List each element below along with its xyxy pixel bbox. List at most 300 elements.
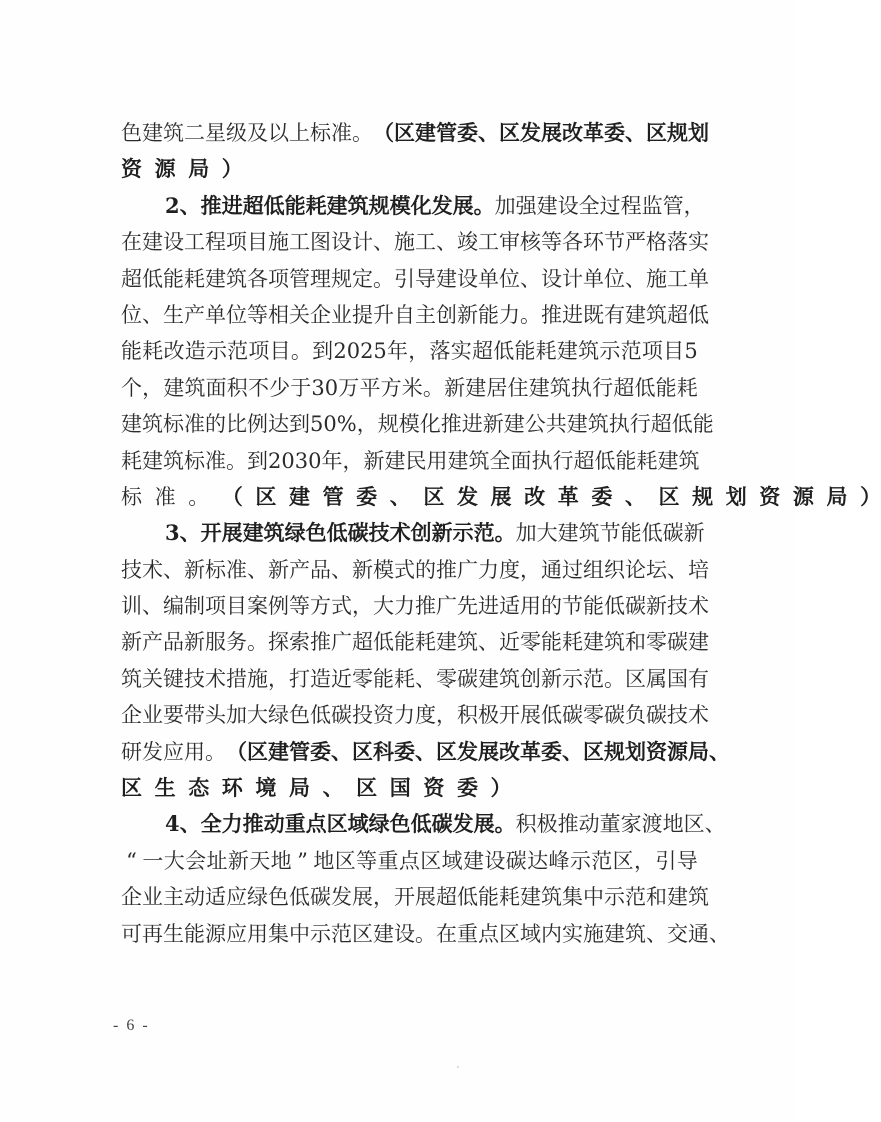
body-text: 交 (667, 921, 688, 946)
body-text: 相 (268, 302, 289, 327)
text-line (121, 624, 709, 660)
bold-text: 资 (121, 156, 142, 182)
body-text: 国 (667, 666, 688, 691)
body-text: 。 (520, 302, 541, 327)
body-text: 的 (541, 594, 562, 619)
body-text: 。 (226, 448, 247, 473)
body-text: 行 (552, 448, 574, 473)
body-text: 零 (436, 666, 457, 691)
body-text: 能 (163, 266, 184, 291)
body-text: 超 (436, 885, 457, 910)
body-text: 重 (377, 848, 399, 873)
bold-text: 4 (165, 811, 180, 837)
body-text: 低 (373, 630, 394, 655)
body-text: 企 (310, 302, 331, 327)
bold-text: 、 (415, 738, 436, 764)
body-text: 碳 (562, 703, 583, 728)
body-text: 、 (625, 266, 646, 291)
body-text: 新 (352, 557, 373, 582)
body-text: 力 (394, 594, 415, 619)
body-text: 和 (646, 885, 667, 910)
text-line (121, 297, 709, 333)
bold-text: 新 (431, 520, 453, 546)
body-text: 设 (331, 230, 352, 255)
body-text: 推 (310, 630, 331, 655)
bold-text: 。 (494, 811, 516, 837)
body-text: 开 (499, 703, 520, 728)
bold-text: 委 (456, 775, 478, 801)
bold-text: 委 (541, 738, 562, 764)
body-text: 工 (415, 230, 436, 255)
body-text: 能 (184, 921, 205, 946)
bold-text: 区 (423, 483, 445, 509)
body-text: 绿 (247, 885, 268, 910)
bold-text: 资 (423, 775, 445, 801)
body-text: 造 (184, 339, 206, 364)
body-text: 大 (163, 848, 185, 873)
body-text: 米 (401, 375, 423, 400)
body-text: 工 (667, 266, 688, 291)
body-text: 先 (457, 594, 478, 619)
body-text: 管 (662, 193, 684, 218)
text-line (121, 734, 730, 770)
body-text: 范 (625, 885, 646, 910)
bold-text: 开 (200, 520, 222, 546)
body-text: 能 (478, 885, 499, 910)
body-text: 范 (620, 339, 642, 364)
bold-text: 发 (452, 811, 474, 837)
body-text: 执 (571, 375, 593, 400)
body-text: 计 (352, 230, 373, 255)
body-text: 。 (205, 739, 226, 764)
body-text: 建 (142, 448, 163, 473)
body-text: 术 (205, 666, 226, 691)
bold-text: 绿 (284, 520, 306, 546)
body-text: 规 (331, 266, 352, 291)
bold-text: 科 (373, 738, 394, 764)
body-text: 筑 (678, 448, 700, 473)
body-text: 竣 (457, 230, 478, 255)
body-text: 碳 (310, 885, 331, 910)
bold-text: 区 (583, 738, 604, 764)
body-text: 低 (289, 885, 310, 910)
body-text: 应 (226, 921, 247, 946)
body-text: 绿 (268, 703, 289, 728)
bold-text: 3 (165, 520, 180, 546)
body-text: 设 (557, 193, 579, 218)
body-text: 建 (463, 848, 484, 873)
body-text: 建 (566, 412, 588, 437)
bold-text: 资 (646, 738, 667, 764)
body-text: 位 (121, 302, 142, 327)
body-text: 超 (352, 630, 373, 655)
body-text: 业 (142, 703, 163, 728)
body-text: 各 (247, 266, 268, 291)
body-text: 力 (499, 302, 520, 327)
bold-text: 革 (520, 738, 541, 764)
body-text: 计 (562, 266, 583, 291)
bold-text: 区 (255, 483, 277, 509)
bold-text: 低 (263, 192, 285, 218)
body-text: 新 (444, 375, 466, 400)
body-text: 新 (646, 594, 667, 619)
body-text: 面 (205, 375, 227, 400)
body-text: 地 (662, 812, 684, 837)
bold-text: 、 (625, 120, 646, 145)
body-text: 用 (520, 594, 541, 619)
body-text: 。 (352, 121, 373, 145)
body-text: 耗 (415, 630, 436, 655)
body-text: 大 (247, 703, 268, 728)
body-text: 示 (599, 339, 621, 364)
body-text: 工 (184, 230, 205, 255)
bold-text: 、 (562, 738, 583, 764)
body-text: 低 (493, 339, 515, 364)
body-text: 范 (583, 666, 604, 691)
body-text: 建 (163, 375, 185, 400)
body-text: ” (297, 848, 308, 873)
bold-text: 力 (221, 811, 243, 837)
text-line (121, 224, 709, 260)
text-line (121, 406, 714, 442)
body-text: 能 (655, 375, 677, 400)
body-text: 务 (226, 630, 247, 655)
bold-text: 展 (452, 192, 474, 218)
body-text: 建 (436, 266, 457, 291)
body-text: 建 (142, 230, 163, 255)
body-text: 执 (531, 448, 553, 473)
body-text: 大 (373, 594, 394, 619)
body-text: 万 (338, 375, 360, 400)
body-text: 节 (599, 521, 621, 546)
bold-text: 委 (457, 120, 478, 145)
body-text: 升 (373, 302, 394, 327)
body-text: 施 (268, 230, 289, 255)
bold-text: 、 (179, 811, 201, 837)
bold-text: 区 (436, 738, 457, 764)
body-text: 超 (573, 448, 595, 473)
bold-text: 低 (410, 811, 432, 837)
body-text: 生 (163, 302, 184, 327)
body-text: 耗 (676, 375, 698, 400)
body-text: 等 (541, 230, 562, 255)
body-text: 进 (478, 594, 499, 619)
bold-text: 、 (179, 192, 201, 218)
bold-text: 、 (179, 520, 201, 546)
body-text: 建 (436, 630, 457, 655)
body-text: 新 (184, 557, 205, 582)
text-line (121, 879, 709, 915)
body-text: 筑 (163, 121, 184, 145)
body-text: 近 (331, 666, 352, 691)
body-text: 能 (615, 448, 637, 473)
bold-text: 划 (688, 120, 709, 145)
bold-text: 规 (667, 120, 688, 145)
body-text: 能 (514, 339, 536, 364)
body-text: 平 (359, 375, 381, 400)
body-text: 企 (121, 885, 142, 910)
body-text: 实 (688, 230, 709, 255)
bold-text: 发 (431, 192, 453, 218)
body-text: 管 (289, 266, 310, 291)
body-text: 准 (226, 557, 247, 582)
body-text: 技 (667, 594, 688, 619)
body-text: 建 (557, 521, 579, 546)
body-text: 、 (520, 266, 541, 291)
body-text: 建 (205, 266, 226, 291)
body-text: 项 (268, 266, 289, 291)
body-text: 低 (634, 375, 656, 400)
body-text: 筑 (121, 666, 142, 691)
body-text: 设 (394, 921, 415, 946)
body-text: 集 (268, 921, 289, 946)
body-text: 2030 (268, 448, 322, 473)
body-text: 重 (457, 921, 478, 946)
body-text: 、 (247, 557, 268, 582)
bold-text: 筑 (347, 192, 369, 218)
body-text: 筑 (578, 339, 600, 364)
body-text: 格 (646, 230, 667, 255)
bold-text: 、 (331, 738, 352, 764)
body-text: 2025 (333, 339, 387, 364)
body-text: 施 (583, 921, 604, 946)
bold-text: 源 (792, 483, 814, 509)
body-text: 碳 (457, 666, 478, 691)
body-text: 点 (398, 848, 420, 873)
body-text: 推 (415, 594, 436, 619)
body-text: 星 (205, 121, 226, 145)
body-text: 产 (184, 302, 205, 327)
body-text: 措 (226, 666, 247, 691)
body-text: 目 (663, 339, 685, 364)
body-text: 术 (142, 557, 163, 582)
bold-text: 划 (725, 483, 747, 509)
body-text: 应 (163, 739, 184, 764)
body-text: 技 (121, 557, 142, 582)
body-text: 超 (613, 375, 635, 400)
body-text: 30 (311, 375, 339, 400)
bold-text: 局 (188, 156, 210, 182)
body-text: 再 (142, 921, 163, 946)
body-text: 范 (591, 848, 613, 873)
body-text: 区 (625, 666, 646, 691)
body-text: 标 (310, 121, 331, 145)
bold-text: 委 (604, 120, 625, 145)
body-text: 碳 (505, 848, 527, 873)
bold-text: 耗 (305, 192, 327, 218)
body-text: 度 (415, 703, 436, 728)
body-text: 筑 (587, 412, 609, 437)
body-text: 通 (688, 921, 709, 946)
body-text: 属 (646, 666, 667, 691)
body-text: 论 (625, 557, 646, 582)
body-text: 织 (604, 557, 625, 582)
body-text: 区 (612, 848, 634, 873)
body-text: 。 (247, 630, 268, 655)
text-line (121, 806, 726, 842)
body-text: 域 (520, 921, 541, 946)
bold-text: 规 (604, 738, 625, 764)
body-text: 例 (268, 594, 289, 619)
body-text: 、 (436, 230, 457, 255)
text-line (121, 115, 709, 151)
body-text: 标 (121, 484, 142, 509)
body-text: 自 (394, 302, 415, 327)
body-text: 积 (226, 375, 248, 400)
bold-text: 管 (289, 738, 310, 764)
bold-text: 国 (389, 775, 411, 801)
body-text: 施 (394, 230, 415, 255)
body-text: 筑 (163, 448, 184, 473)
bold-text: 资 (759, 483, 781, 509)
body-text: 工 (289, 230, 310, 255)
body-text: 建 (478, 666, 499, 691)
body-text: 单 (583, 266, 604, 291)
body-text: ， (520, 557, 541, 582)
text-line (121, 443, 698, 479)
body-text: 应 (226, 885, 247, 910)
body-text: 创 (520, 666, 541, 691)
text-line (121, 916, 730, 952)
body-text: 耗 (636, 448, 658, 473)
body-text: 方 (310, 594, 331, 619)
body-text: 例 (247, 412, 268, 437)
body-text: 新 (541, 666, 562, 691)
body-text: 准 (184, 412, 205, 437)
body-text: 一 (142, 848, 164, 873)
bold-text: 术 (389, 520, 411, 546)
body-text: 全 (578, 193, 600, 218)
body-text: 式 (394, 557, 415, 582)
body-text: 少 (269, 375, 291, 400)
body-text: 关 (142, 666, 163, 691)
body-text: 关 (289, 302, 310, 327)
body-text: 程 (620, 193, 642, 218)
body-text: 筑 (541, 885, 562, 910)
body-text: 发 (331, 885, 352, 910)
body-text: 打 (289, 666, 310, 691)
body-text: 准 (154, 484, 176, 509)
body-text: 、 (163, 557, 184, 582)
body-text: 的 (415, 557, 436, 582)
body-text: 建 (465, 375, 487, 400)
body-text: 示 (205, 339, 227, 364)
body-text: 耗 (184, 266, 205, 291)
body-text: 新 (227, 848, 249, 873)
body-text: 技 (184, 666, 205, 691)
bold-text: 改 (524, 483, 546, 509)
body-text: 地 (313, 848, 335, 873)
body-text: 行 (592, 375, 614, 400)
text-line (121, 479, 881, 515)
body-text: 耗 (142, 339, 164, 364)
bold-text: 低 (326, 520, 348, 546)
bold-text: 。 (494, 520, 516, 546)
bold-text: 能 (284, 192, 306, 218)
body-text: 。 (422, 375, 444, 400)
body-text: 生 (163, 921, 184, 946)
body-text: 能 (373, 666, 394, 691)
text-line (121, 588, 709, 624)
bold-text: 色 (389, 811, 411, 837)
body-text: 探 (268, 630, 289, 655)
body-text: 大 (536, 521, 558, 546)
body-text: 标 (184, 448, 205, 473)
body-text: 项 (205, 594, 226, 619)
body-text: 超 (667, 302, 688, 327)
bold-text: 、 (322, 775, 344, 801)
body-text: 推 (440, 412, 462, 437)
body-text: 址 (206, 848, 228, 873)
text-line (121, 515, 705, 551)
body-text: 建 (536, 193, 558, 218)
body-text: 落 (667, 230, 688, 255)
body-text: 引 (394, 266, 415, 291)
body-text: 到 (312, 339, 334, 364)
body-text: 过 (562, 557, 583, 582)
body-text: 主 (163, 885, 184, 910)
body-text: 编 (163, 594, 184, 619)
bold-text: 。 (473, 192, 495, 218)
body-text: 位 (499, 266, 520, 291)
body-text: 筑 (578, 521, 600, 546)
body-text: 项 (641, 339, 663, 364)
body-text: 各 (562, 230, 583, 255)
body-text: 产 (289, 557, 310, 582)
body-text: 项 (226, 230, 247, 255)
bold-text: 绿 (368, 811, 390, 837)
body-text: 改 (163, 339, 185, 364)
body-text: 点 (478, 921, 499, 946)
body-text: 居 (486, 375, 508, 400)
body-text: 零 (352, 666, 373, 691)
body-text: 广 (457, 557, 478, 582)
body-text: 碳 (667, 630, 688, 655)
body-text: 项 (248, 339, 270, 364)
bold-text: 委 (394, 738, 415, 764)
body-text: 建 (373, 921, 394, 946)
bold-text: 区 (247, 738, 268, 764)
body-text: 近 (499, 630, 520, 655)
body-text: 碳 (331, 703, 352, 728)
body-text: 达 (268, 412, 289, 437)
body-text: 。 (188, 484, 210, 509)
body-text: 低 (310, 703, 331, 728)
body-text: 设 (484, 848, 506, 873)
body-text: 示 (310, 921, 331, 946)
body-text: 低 (594, 448, 616, 473)
bold-text: 源 (154, 156, 176, 182)
text-line (121, 188, 705, 224)
body-text: 建 (604, 921, 625, 946)
bold-text: 范 (473, 520, 495, 546)
body-text: ， (352, 594, 373, 619)
body-text: 能 (394, 630, 415, 655)
body-text: 建 (688, 630, 709, 655)
body-text: 建 (121, 412, 142, 437)
body-text: 个 (121, 375, 142, 400)
body-text: 品 (310, 557, 331, 582)
body-text: 建 (583, 630, 604, 655)
body-text: 的 (205, 412, 226, 437)
body-text: 等 (289, 594, 310, 619)
body-text: 耗 (562, 630, 583, 655)
body-text: 。 (373, 266, 394, 291)
body-text: 渡 (641, 812, 663, 837)
bold-text: 展 (221, 520, 243, 546)
body-text: ， (634, 848, 655, 873)
bold-text: 管 (322, 483, 344, 509)
